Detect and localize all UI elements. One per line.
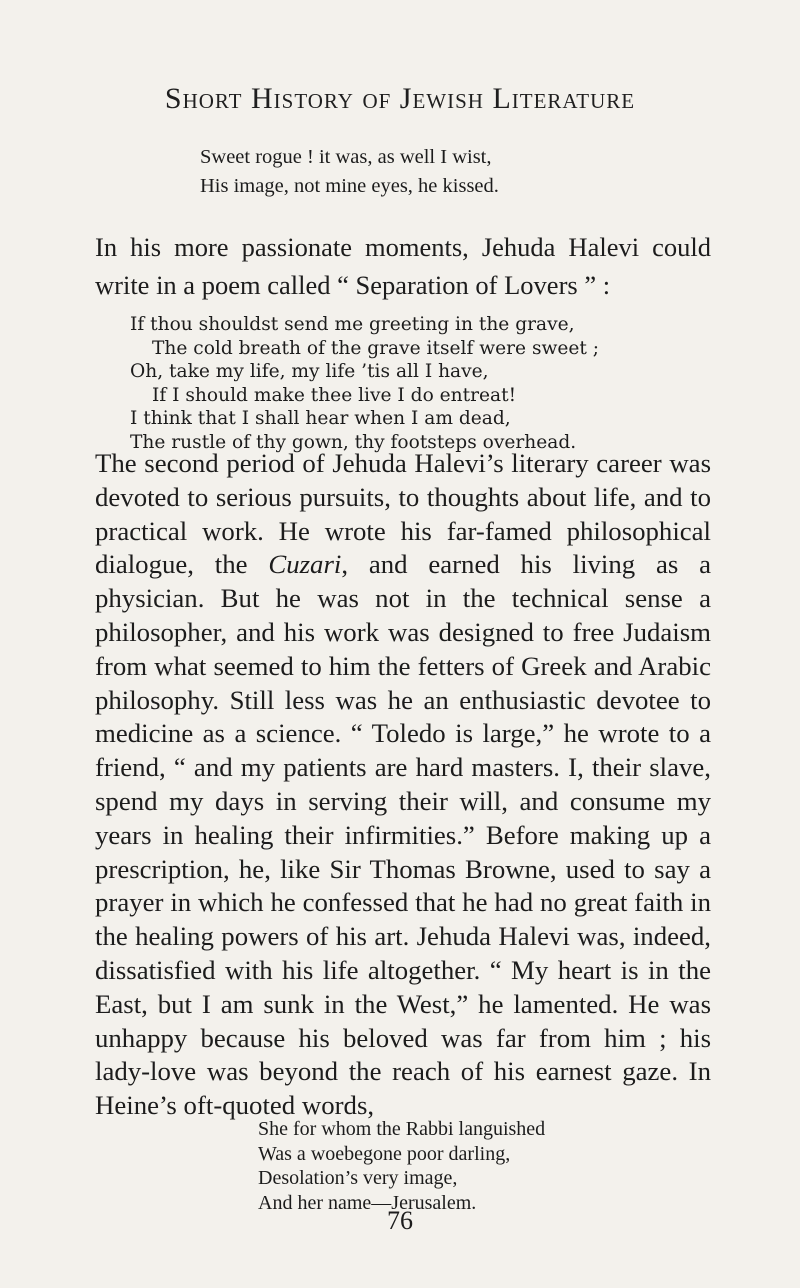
page-number: 76 [387,1206,413,1235]
poem-line: The cold breath of the grave itself were sweet ; [152,337,600,359]
body-text-part1: The second period of Jehuda Halevi’s literary career was devoted to serious pursuits, to thoughts about life, and to practical work. He wrote his far-famed philosophical dialogue, the [95,448,711,580]
body-text-part2: , and earned his living as a physician. But he was not in the technical sense a philosopher, and his work was designed to free Judaism from what seemed to him the fetters of Greek and Arabic philosophy. Still less was he an enthusiastic devotee to medicine as a science. “ Toledo is large,” he wrote to a friend, “ and my patients are hard masters. I, their slave, spend my days in serving their will, and consume my years in healing their infirmities.” Before making up a prescription, he, like Sir Thomas Browne, used to say a prayer in which he confessed that he had no great faith in the healing powers of his art. Jehuda Halevi was, indeed, dissatisfied with his life altogether. “ My heart is in the East, but I am sunk in the West,” he lamented. He was unhappy because his beloved was far from him ; his lady-love was beyond the reach of his earnest gaze. In Heine’s oft-quoted words, [95,549,712,1121]
verse-line: Was a woebegone poor darling, [258,1142,511,1165]
intro-line: In his more passionate moments, Jehuda Halevi could [95,232,711,262]
poem-line: Oh, take my life, my life ’tis all I have, [130,361,489,382]
running-header: Short History of Jewish Literature [164,82,636,115]
verse-line: His image, not mine eyes, he kissed. [200,175,499,197]
intro-line: write in a poem called “ Separation of Lovers ” : [95,270,611,300]
body-paragraph [95,447,711,1123]
verse-line: Desolation’s very image, [258,1167,458,1190]
poem-line: If thou shouldst send me greeting in the grave, [130,314,575,335]
verse-heine [258,1117,545,1215]
verse-line: Sweet rogue ! it was, as well I wist, [200,146,492,168]
verse-top [200,143,499,201]
poem-line: The rustle of thy gown, thy footsteps overhead. [130,431,577,453]
poem-line: I think that I shall hear when I am dead, [130,408,511,429]
body-text [95,447,711,1123]
book-title-cuzari: Cuzari [268,549,342,580]
poem-separation-of-lovers [130,313,599,454]
verse-line: She for whom the Rabbi languished [258,1118,546,1140]
intro-paragraph [95,228,711,304]
verse-line: And her name—Jerusalem. [258,1191,477,1214]
poem-line: If I should make thee live I do entreat! [152,384,517,406]
